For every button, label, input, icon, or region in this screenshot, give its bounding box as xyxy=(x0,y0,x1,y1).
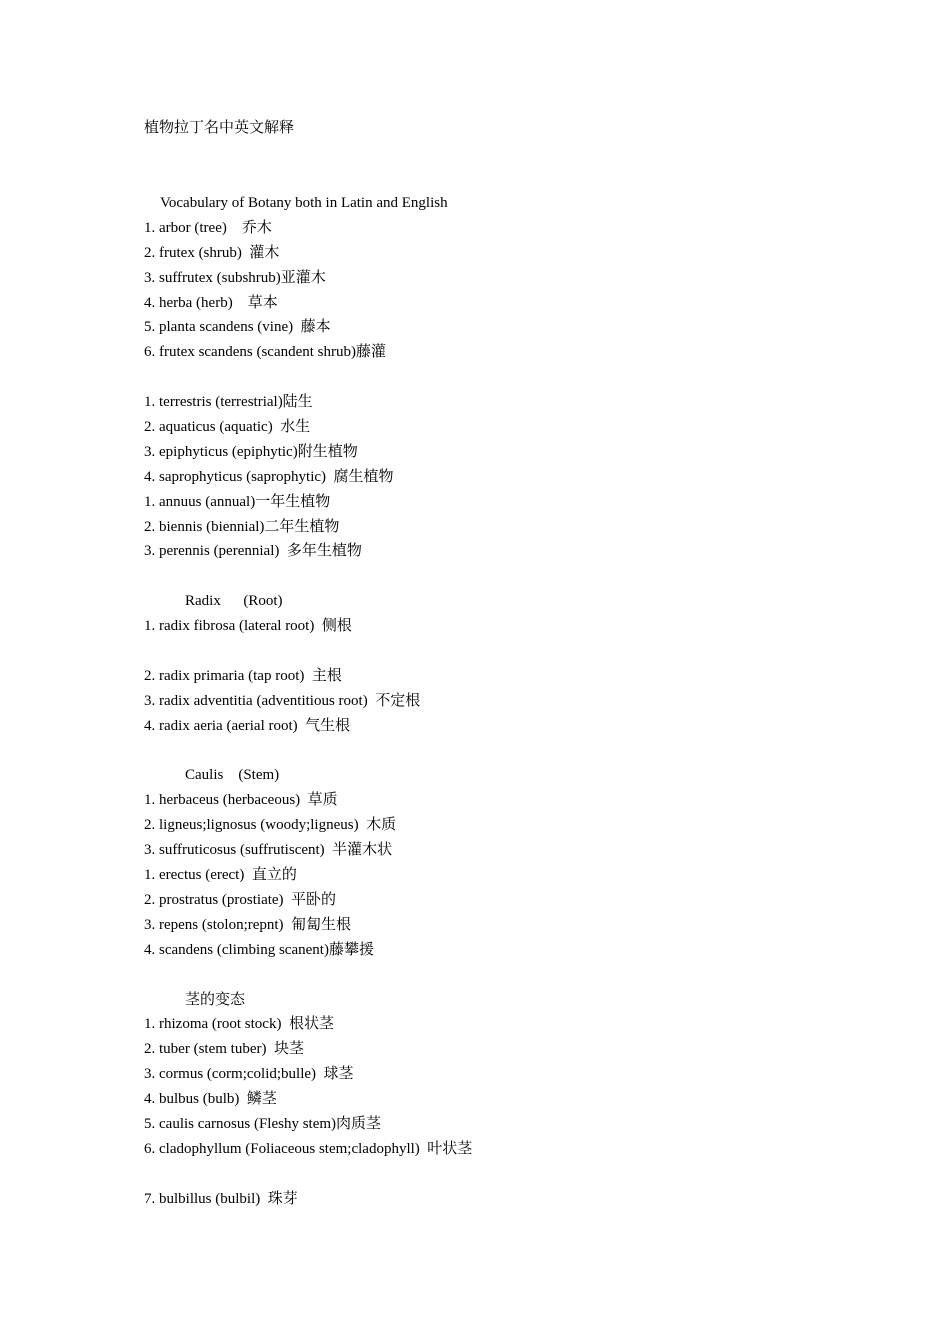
vocabulary-entry: 2. aquaticus (aquatic) 水生 xyxy=(144,419,311,436)
vocabulary-entry: 4. bulbus (bulb) 鳞茎 xyxy=(144,1091,277,1108)
blank-line xyxy=(144,963,904,988)
blank-line xyxy=(144,739,904,764)
blank-line xyxy=(144,1162,904,1187)
vocabulary-entry: 3. repens (stolon;repnt) 匍匐生根 xyxy=(144,916,352,933)
vocabulary-entry: 3. epiphyticus (epiphytic)附生植物 xyxy=(144,443,358,460)
vocabulary-entry: 2. tuber (stem tuber) 块茎 xyxy=(144,1041,304,1058)
vocabulary-entry: 1. radix fibrosa (lateral root) 侧根 xyxy=(144,618,352,635)
vocabulary-entry: 3. radix adventitia (adventitious root) 不定根 xyxy=(144,692,421,709)
section-heading: Caulis (Stem) xyxy=(185,767,280,784)
vocabulary-entry: 1. herbaceus (herbaceous) 草质 xyxy=(144,792,338,809)
vocabulary-entry: 5. planta scandens (vine) 藤本 xyxy=(144,319,331,336)
vocabulary-entry: 4. herba (herb) 草本 xyxy=(144,294,278,311)
vocabulary-entry: 6. cladophyllum (Foliaceous stem;cladophyll) 叶状茎 xyxy=(144,1140,473,1157)
vocabulary-entry: 2. frutex (shrub) 灌木 xyxy=(144,244,280,261)
section-heading: 茎的变态 xyxy=(185,991,246,1008)
vocabulary-entry: 2. radix primaria (tap root) 主根 xyxy=(144,667,342,684)
vocabulary-entry: 3. suffruticosus (suffrutiscent) 半灌木状 xyxy=(144,842,393,859)
vocabulary-entry: 7. bulbillus (bulbil) 珠芽 xyxy=(144,1190,298,1207)
vocabulary-entry: 3. perennis (perennial) 多年生植物 xyxy=(144,543,362,560)
blank-line xyxy=(144,365,904,390)
vocabulary-entry: 4. saprophyticus (saprophytic) 腐生植物 xyxy=(144,468,394,485)
vocabulary-entry: 4. radix aeria (aerial root) 气生根 xyxy=(144,717,351,734)
vocabulary-entry: 1. erectus (erect) 直立的 xyxy=(144,867,297,884)
blank-line xyxy=(144,639,904,664)
vocabulary-entry: 6. frutex scandens (scandent shrub)藤灌 xyxy=(144,344,387,361)
vocabulary-entry: 2. prostratus (prostiate) 平卧的 xyxy=(144,891,337,908)
vocabulary-entry: 3. cormus (corm;colid;bulle) 球茎 xyxy=(144,1066,354,1083)
document-title: 植物拉丁名中英文解释 xyxy=(144,120,295,136)
vocabulary-entry: 1. annuus (annual)一年生植物 xyxy=(144,493,331,510)
vocabulary-entry: 5. caulis carnosus (Fleshy stem)肉质茎 xyxy=(144,1115,382,1132)
vocabulary-entry: 2. biennis (biennial)二年生植物 xyxy=(144,518,340,535)
vocabulary-entry: 1. terrestris (terrestrial)陆生 xyxy=(144,394,313,411)
document-body xyxy=(144,191,904,1212)
section-heading: Vocabulary of Botany both in Latin and English xyxy=(160,195,448,211)
vocabulary-entry: 1. rhizoma (root stock) 根状茎 xyxy=(144,1016,334,1033)
section-heading: Radix (Root) xyxy=(185,593,283,610)
vocabulary-entry: 3. suffrutex (subshrub)亚灌木 xyxy=(144,269,326,286)
vocabulary-entry: 4. scandens (climbing scanent)藤攀援 xyxy=(144,941,374,958)
blank-line xyxy=(144,564,904,589)
vocabulary-entry: 1. arbor (tree) 乔木 xyxy=(144,219,272,236)
vocabulary-entry: 2. ligneus;lignosus (woody;ligneus) 木质 xyxy=(144,817,397,834)
